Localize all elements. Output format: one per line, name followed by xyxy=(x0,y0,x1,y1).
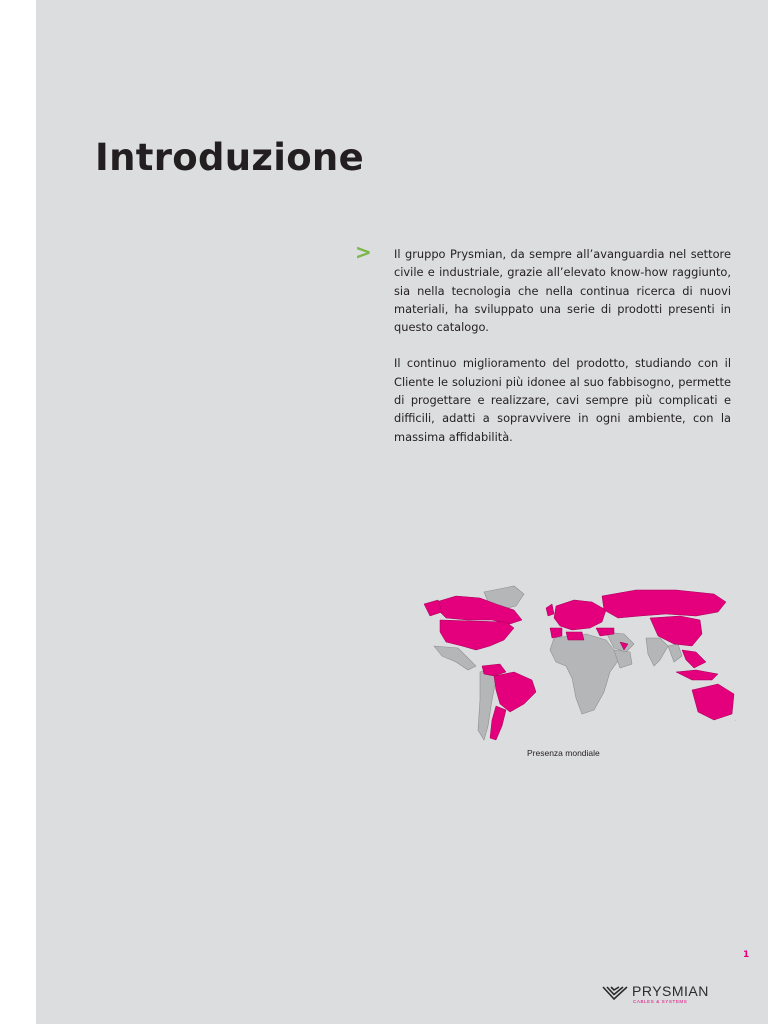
europe-shape xyxy=(554,600,606,630)
usa-shape xyxy=(440,620,514,650)
iberia-shape xyxy=(550,628,562,638)
brazil-shape xyxy=(494,672,536,712)
uk-shape xyxy=(546,604,554,616)
chevron-right-icon: > xyxy=(355,240,372,264)
paragraph-1: Il gruppo Prysmian, da sempre all’avanguardia nel settore civile e industriale, grazie all’elevato know-how raggiunto, sia nella tecnologia che nella continua ricerca di nuovi materiali, ha sviluppato una serie di prodotti presenti in questo catalogo. xyxy=(394,247,731,335)
india-shape xyxy=(646,638,668,666)
intro-text xyxy=(394,245,731,464)
prysmian-logo xyxy=(602,984,732,1006)
logo-tagline: CABLES & SYSTEMS xyxy=(633,999,688,1004)
catalog-page xyxy=(36,0,768,1024)
arabia-shape xyxy=(614,650,632,668)
africa-shape xyxy=(550,634,620,714)
logo-wordmark: PRYSMIAN xyxy=(632,983,709,999)
indochina-shape xyxy=(668,644,682,662)
map-caption: Presenza mondiale xyxy=(527,748,600,758)
mexico-central-america-shape xyxy=(434,646,476,670)
argentina-chile-shape xyxy=(490,706,506,740)
paragraph-2: Il continuo miglioramento del prodotto, studiando con il Cliente le soluzioni più idonee al suo fabbisogno, permette di progettare e realizzare, cavi sempre più complicati e difficili, adatti a sopravvivere in ogni ambiente, con la massima affidabilità. xyxy=(394,356,731,444)
southeast-asia-shape xyxy=(682,650,706,668)
indonesia-shape xyxy=(676,670,718,680)
page-title: Introduzione xyxy=(95,136,364,179)
australia-shape xyxy=(692,684,734,720)
prysmian-logo-icon xyxy=(602,985,628,1001)
world-map xyxy=(396,580,736,750)
russia-shape xyxy=(602,590,726,618)
page-number: 1 xyxy=(743,950,750,960)
north-africa-shape xyxy=(566,632,584,640)
